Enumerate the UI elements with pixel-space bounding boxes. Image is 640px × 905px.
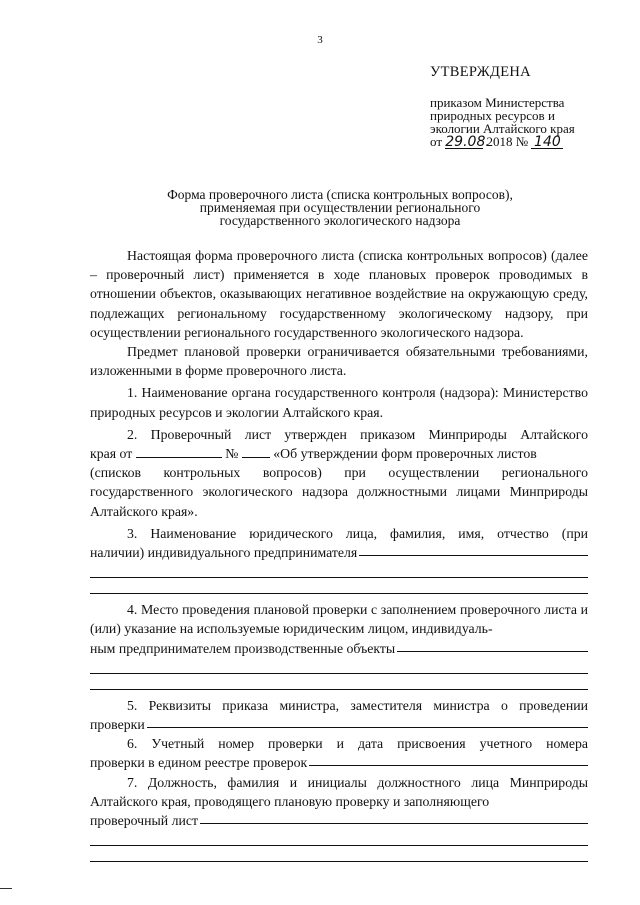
date-blank [136,445,222,458]
item-6-line-a: 6. Учетный номер проверки и дата присвоения учетного номера [127,736,588,752]
item-4-line-a: 4. Место проведения плановой проверки с заполнением проверочного листа и (или) указание на используемые юридическим лицом, индивидуаль- [90,602,588,637]
item-4-line-b [90,639,588,658]
item-5-line-b [90,715,588,734]
item-3-line-b [90,543,588,562]
registry-number-blank [309,753,588,766]
document-body [90,246,588,862]
approval-line-1: приказом Министерства [430,95,565,110]
intro-paragraph-2: Предмет плановой проверки ограничивается обязательными требованиями, изложенными в форме проверочного листа. [90,344,588,379]
entity-name-line-3 [90,578,588,594]
item-3-label: наличии) индивидуального предпринимателя [90,545,358,561]
item-1: 1. Наименование органа государственного контроля (надзора): Министерство природных ресурсов и экологии Алтайского края. [90,385,588,420]
approval-date-line [430,135,620,149]
location-line-3 [90,674,588,690]
inspector-line-3 [90,846,588,862]
form-title-line-2: применяемая при осуществлении регионального [199,200,481,215]
item-7-line-a: 7. Должность, фамилия и инициалы должностного лица Минприроды Алтайского края, проводящего плановую проверку и заполняющего [90,774,588,809]
page-number: 3 [317,34,323,46]
approval-title: УТВЕРЖДЕНА [430,64,531,80]
item-2-date-label: края от [90,446,133,462]
item-4-label: ным предпринимателем производственные объекты [90,640,396,656]
entity-name-line-2 [90,562,588,578]
handwritten-date: 29.08. [445,134,490,150]
approval-stamp [430,64,620,149]
item-2-line-a: 2. Проверочный лист утвержден приказом Минприроды Алтайского [127,426,588,442]
order-details-blank [147,715,588,728]
inspector-blank [200,811,588,824]
item-7-label: проверочный лист [90,813,199,829]
item-7-line-b [90,811,588,830]
handwritten-number: 140 [531,136,563,149]
item-2-line-b [90,444,588,463]
item-6-line-b [90,753,588,772]
item-3-line-a: 3. Наименование юридического лица, фамилия, имя, отчество (при [127,525,588,541]
item-2-order-title: «Об утверждении форм проверочных листов [273,446,537,462]
number-blank [242,445,270,458]
form-title [90,188,590,227]
approval-line-2: природных ресурсов и [430,108,555,123]
location-blank [397,639,588,652]
item-6-label: проверки в едином реестре проверок [90,755,308,771]
location-line-2 [90,658,588,674]
form-title-line-1: Форма проверочного листа (списка контрольных вопросов), [167,187,513,202]
scan-margin-mark [0,888,12,889]
inspector-line-2 [90,830,588,846]
approval-year: 2018 № [486,134,529,149]
form-title-line-3: государственного экологического надзора [219,213,461,228]
item-5-line-a: 5. Реквизиты приказа министра, заместителя министра о проведении [127,697,588,713]
entity-name-blank [359,543,588,556]
item-5-label: проверки [90,717,145,733]
item-2-line-c: (списков контрольных вопросов) при осуществлении регионального государственного экологического надзора должностными лицами Минприроды Алтайского края». [90,465,588,519]
approval-line-3: экологии Алтайского края [430,121,575,136]
item-2-number-label: № [225,446,239,462]
approval-date-prefix: от [430,134,443,149]
intro-paragraph-1: Настоящая форма проверочного листа (списка контрольных вопросов) (далее – проверочный лист) применяется в ходе плановых проверок проводимых в отношении объектов, оказывающих негативное воздействие на окружающую среду, подлежащих региональному государственному экологическому надзору, при осуществлении регионального государственного экологического надзора. [90,248,588,340]
